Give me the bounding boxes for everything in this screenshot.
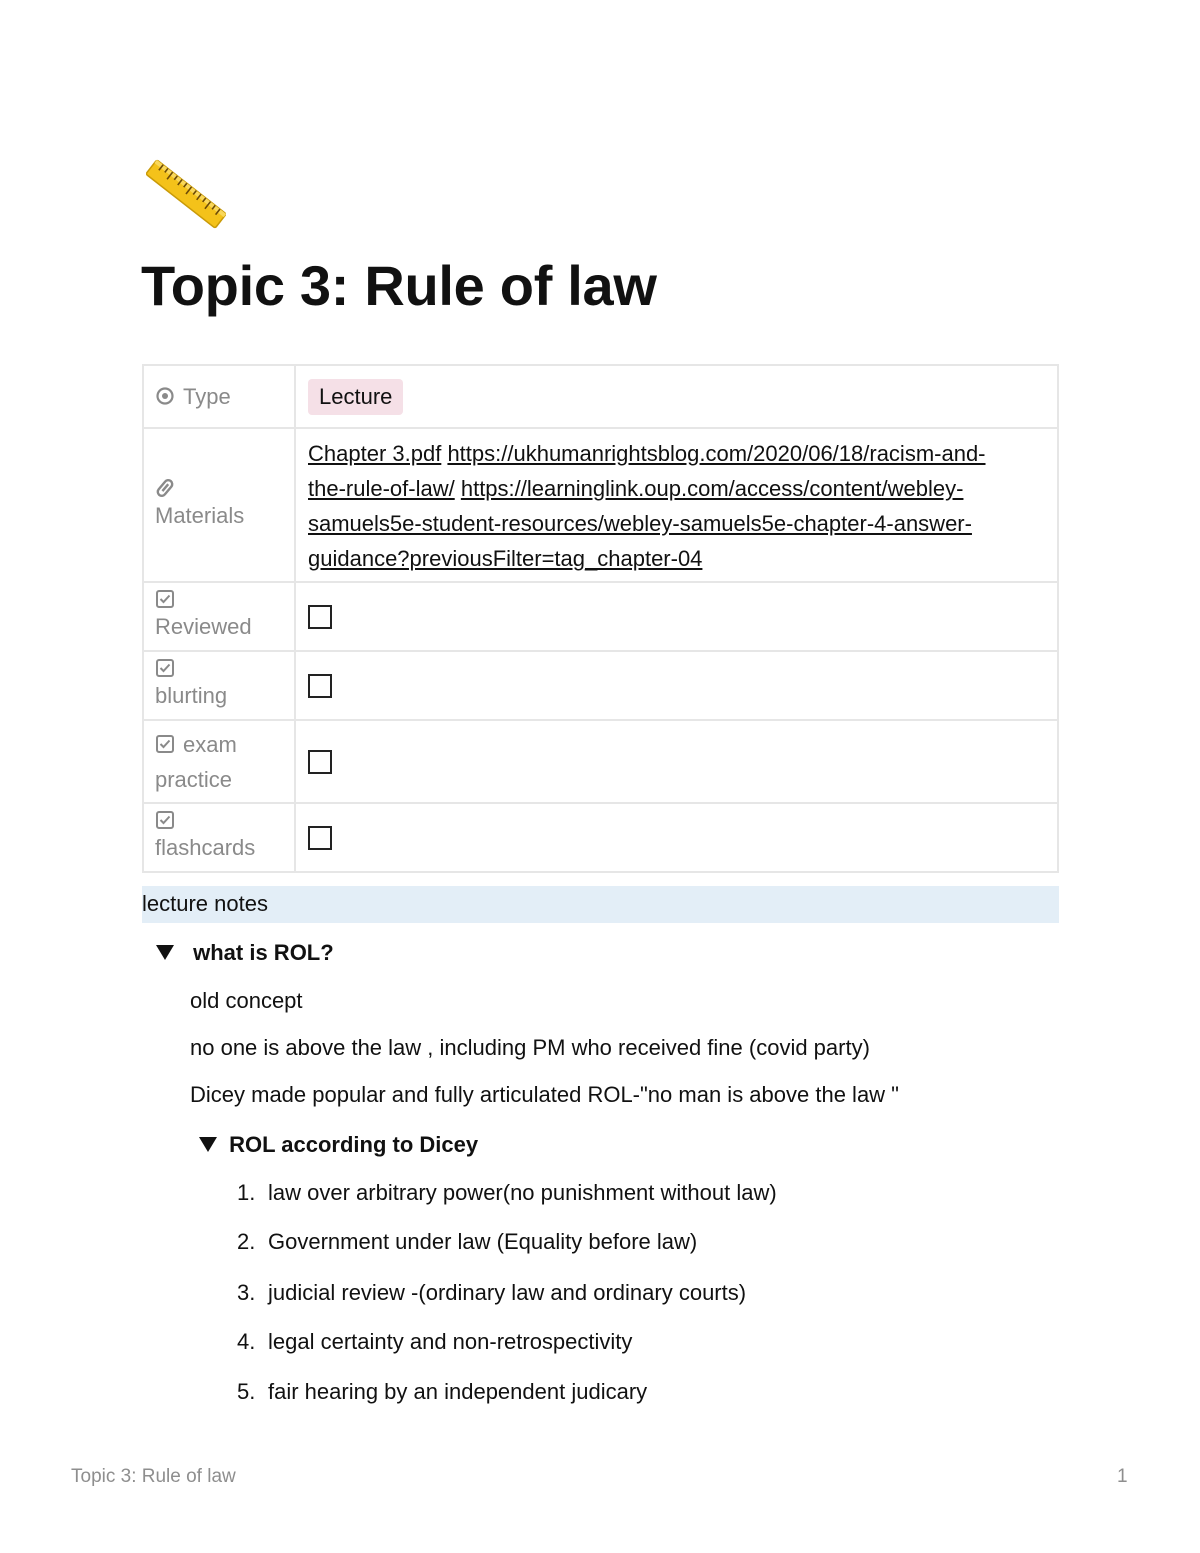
property-value-blurting [295, 651, 1058, 720]
list-item [237, 1379, 647, 1405]
page-title: Topic 3: Rule of law [141, 254, 657, 317]
property-row-reviewed [143, 582, 1058, 651]
property-row-exam-practice [143, 720, 1058, 803]
checkbox-icon [155, 589, 175, 609]
material-link-ukhumanrightsblog[interactable]: https://ukhumanrightsblog.com/2020/06/18/racism-and- [447, 441, 986, 466]
exam-practice-checkbox[interactable] [308, 750, 332, 774]
property-label-practice: practice [155, 766, 233, 792]
reviewed-checkbox[interactable] [308, 605, 332, 629]
list-number: 5. [237, 1379, 256, 1404]
property-label-type: Type [183, 384, 231, 409]
property-label-blurting: blurting [155, 683, 228, 708]
property-value-materials [295, 428, 1058, 582]
toggle-rol-dicey[interactable] [199, 1132, 478, 1158]
property-value-flashcards [295, 803, 1058, 872]
property-row-materials [143, 428, 1058, 582]
material-link-chapter3-pdf[interactable]: Chapter 3.pdf [308, 441, 442, 466]
materials-line-1 [308, 436, 1045, 471]
property-value-reviewed [295, 582, 1058, 651]
material-link-learninglink-cont-2[interactable]: guidance?previousFilter=tag_chapter-04 [308, 546, 703, 571]
property-name-exam-practice [143, 720, 295, 803]
checkbox-icon [155, 734, 175, 754]
list-item [237, 1229, 697, 1255]
footer-title: Topic 3: Rule of law [71, 1466, 236, 1487]
material-link-ukhumanrightsblog-cont[interactable]: the-rule-of-law/ [308, 476, 455, 501]
property-name-materials [143, 428, 295, 582]
list-item [237, 1180, 777, 1206]
list-item [237, 1280, 746, 1306]
gear-icon [155, 386, 175, 406]
property-label-materials: Materials [155, 502, 245, 528]
property-row-flashcards [143, 803, 1058, 872]
property-name-type [143, 365, 295, 428]
toggle-arrow-icon[interactable] [199, 1137, 217, 1152]
list-number: 3. [237, 1280, 256, 1305]
list-item-text: Government under law (Equality before law) [268, 1229, 698, 1254]
property-row-type [143, 365, 1058, 428]
ruler-icon [146, 154, 226, 234]
lecture-notes-callout [142, 886, 1059, 923]
property-label-exam: exam [183, 731, 237, 757]
paragraph-dicey: Dicey made popular and fully articulated ROL-"no man is above the law " [190, 1082, 899, 1107]
materials-line-2 [308, 471, 1045, 506]
paragraph-old-concept: old concept [190, 988, 303, 1013]
list-item-text: judicial review -(ordinary law and ordinary courts) [268, 1280, 747, 1305]
property-name-flashcards [143, 803, 295, 872]
property-row-blurting [143, 651, 1058, 720]
list-number: 1. [237, 1180, 256, 1205]
list-number: 2. [237, 1229, 256, 1254]
list-number: 4. [237, 1329, 256, 1354]
material-link-learninglink[interactable]: https://learninglink.oup.com/access/content/webley- [460, 476, 964, 501]
flashcards-checkbox[interactable] [308, 826, 332, 850]
toggle-arrow-icon[interactable] [156, 945, 174, 960]
property-name-blurting [143, 651, 295, 720]
properties-table [142, 364, 1059, 873]
materials-line-4 [308, 541, 1045, 576]
toggle-heading-rol-dicey: ROL according to Dicey [229, 1132, 479, 1157]
toggle-heading-what-is-rol: what is ROL? [193, 940, 334, 965]
property-name-reviewed [143, 582, 295, 651]
toggle-what-is-rol[interactable] [156, 940, 334, 966]
property-label-flashcards: flashcards [155, 835, 256, 860]
checkbox-icon [155, 658, 175, 678]
property-value-exam-practice [295, 720, 1058, 803]
paragraph-no-one-above-law: no one is above the law , including PM who received fine (covid party) [190, 1035, 870, 1060]
material-link-learninglink-cont-1[interactable]: samuels5e-student-resources/webley-samuels5e-chapter-4-answer- [308, 511, 972, 536]
checkbox-icon [155, 810, 175, 830]
materials-line-3 [308, 506, 1045, 541]
list-item-text: law over arbitrary power(no punishment without law) [268, 1180, 777, 1205]
blurting-checkbox[interactable] [308, 674, 332, 698]
footer-page-number: 1 [1117, 1466, 1128, 1487]
property-value-type[interactable] [295, 365, 1058, 428]
paperclip-icon [155, 478, 175, 498]
exam-practice-label-line-1 [155, 727, 286, 762]
list-item-text: legal certainty and non-retrospectivity [268, 1329, 633, 1354]
callout-text: lecture notes [142, 891, 268, 916]
list-item-text: fair hearing by an independent judicary [268, 1379, 648, 1404]
type-tag[interactable]: Lecture [308, 379, 403, 415]
property-label-reviewed: Reviewed [155, 614, 252, 639]
list-item [237, 1329, 632, 1355]
